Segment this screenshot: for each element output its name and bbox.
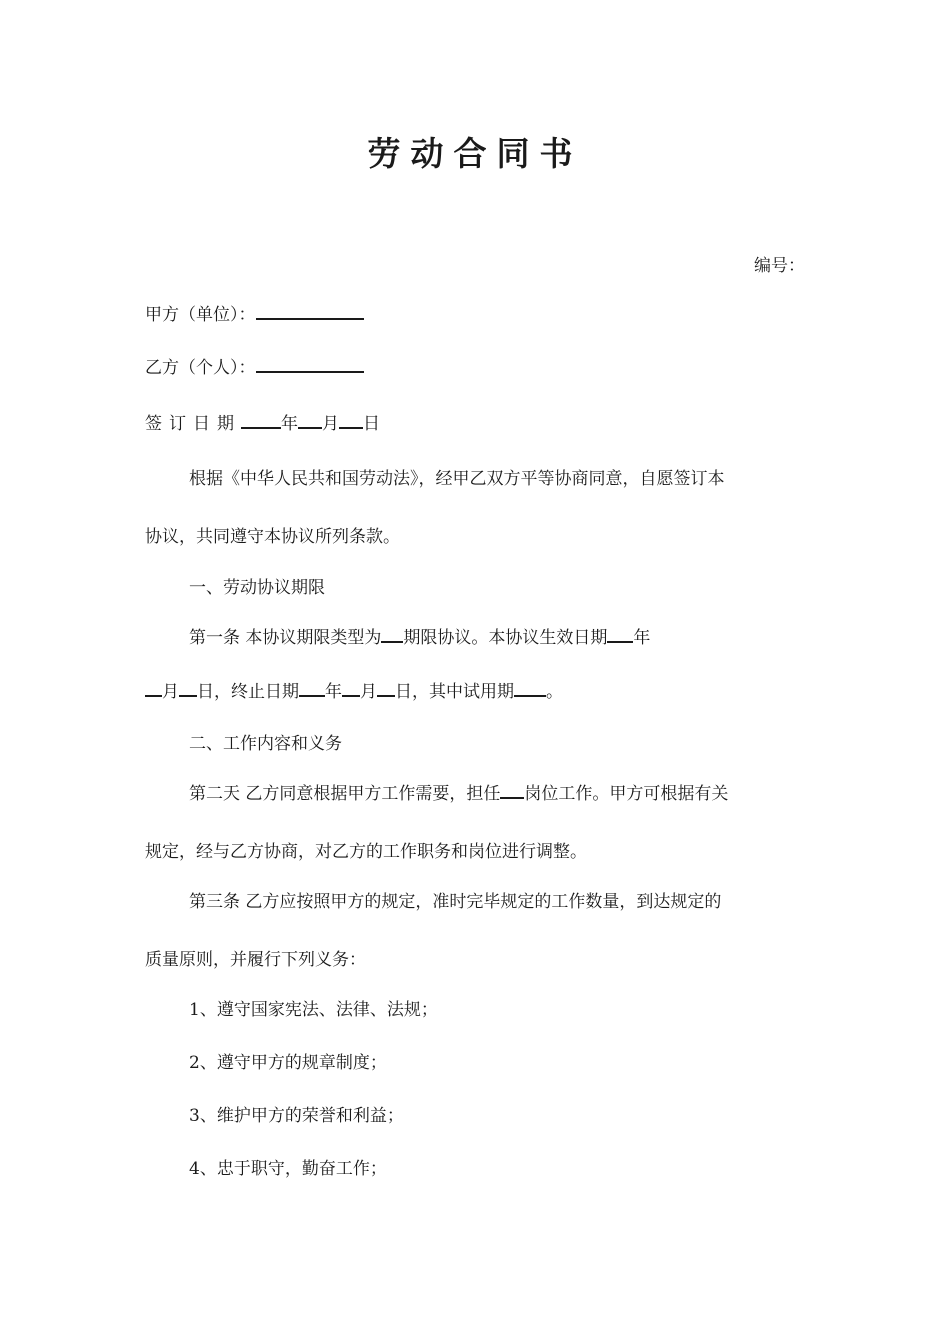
sign-year-label: 年 [281,414,298,434]
article2-text-b: 岗位工作。甲方可根据有关 [524,784,729,804]
article1-text-b: 期限协议。本协议生效日期 [403,628,608,648]
article2-text-a: 第二天 乙方同意根据甲方工作需要，担任 [189,784,501,804]
article1-text-g: 月 [360,682,377,702]
party-a-label: 甲方（单位）： [145,305,256,325]
article1-text-c: 年 [633,628,651,648]
party-b-blank [256,356,364,373]
start-day-blank [179,680,197,697]
party-b-label: 乙方（个人）： [145,358,256,378]
party-a-blank [256,303,364,320]
article1-line2 [145,680,563,704]
term-type-blank [381,626,403,643]
contract-number-label: 编号： [754,256,805,276]
article1-text-d: 月 [162,682,179,702]
sign-date-field [145,412,380,436]
article2-line1 [189,782,728,806]
article1-line1 [189,626,650,650]
start-month-blank [145,680,162,697]
article3-line1: 第三条 乙方应按照甲方的规定，准时完毕规定的工作数量，到达规定的 [189,892,722,912]
sign-month-blank [298,412,322,429]
document-title: 劳动合同书 [367,134,583,173]
probation-blank [514,680,546,697]
party-b-field [145,356,364,380]
article3-line2: 质量原则，并履行下列义务： [145,950,366,970]
duty-item: 4、忠于职守，勤奋工作； [189,1159,387,1179]
section2-heading: 二、工作内容和义务 [189,734,342,754]
sign-date-label: 签订日期 [145,414,241,434]
article1-text-f: 年 [325,682,342,702]
intro-paragraph-line1: 根据《中华人民共和国劳动法》，经甲乙双方平等协商同意，自愿签订本 [189,469,725,489]
duty-item: 2、遵守甲方的规章制度； [189,1053,387,1073]
article2-line2: 规定，经与乙方协商，对乙方的工作职务和岗位进行调整。 [145,842,587,862]
end-month-blank [342,680,360,697]
duty-item: 1、遵守国家宪法、法律、法规； [189,1000,438,1020]
sign-day-blank [339,412,363,429]
party-a-field [145,303,364,327]
sign-day-label: 日 [363,414,380,434]
intro-paragraph-line2: 协议，共同遵守本协议所列条款。 [145,527,400,547]
article1-text-e: 日，终止日期 [197,682,299,702]
sign-year-blank [241,412,281,429]
start-year-blank [607,626,633,643]
article1-text-a: 第一条 本协议期限类型为 [189,628,382,648]
article1-text-h: 日，其中试用期 [395,682,514,702]
end-year-blank [299,680,325,697]
end-day-blank [377,680,395,697]
position-blank [500,782,524,799]
section1-heading: 一、劳动协议期限 [189,578,325,598]
article1-text-i: 。 [546,682,563,702]
sign-month-label: 月 [322,414,339,434]
duty-item: 3、维护甲方的荣誉和利益； [189,1106,404,1126]
